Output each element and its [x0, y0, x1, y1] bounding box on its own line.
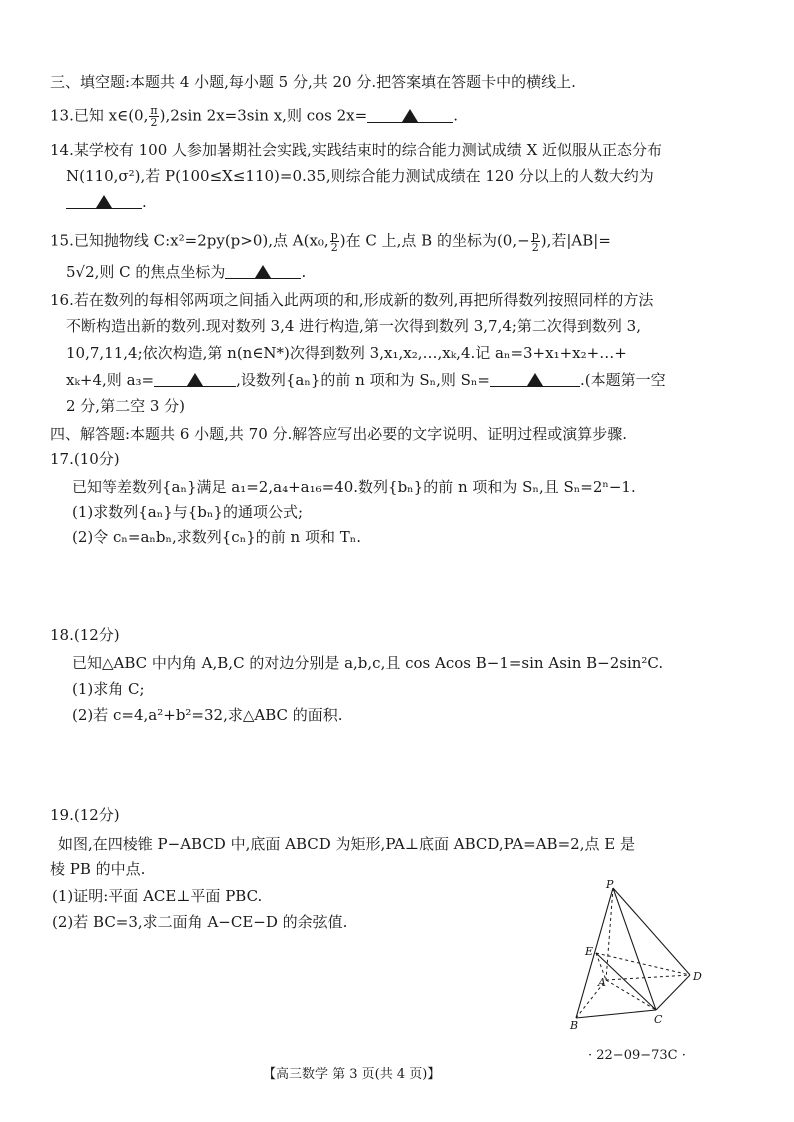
q15-frac-den-b: 2	[531, 241, 539, 254]
edge-PC	[613, 888, 656, 1010]
edge-BC	[576, 1010, 656, 1018]
triangle-marker-icon	[402, 109, 418, 122]
triangle-marker-icon	[527, 373, 543, 386]
question-14-line3	[66, 192, 147, 212]
q13-text-a: 已知 x∈(0,	[73, 106, 149, 125]
q13-frac-num: π	[150, 104, 158, 117]
label-A: A	[598, 976, 606, 989]
question-17-number: 17.(10分)	[50, 450, 120, 468]
q14-line1: 某学校有 100 人参加暑期社会实践,实践结束时的综合能力测试成绩 X 近似服从正态分布	[73, 141, 663, 159]
question-17-line1: 已知等差数列{aₙ}满足 a₁=2,a₄+a₁₆=40.数列{bₙ}的前 n 项和为 Sₙ,且 Sₙ=2ⁿ−1.	[72, 478, 636, 496]
question-19-line1: 如图,在四棱锥 P−ABCD 中,底面 ABCD 为矩形,PA⊥底面 ABCD,PA=AB=2,点 E 是	[58, 835, 635, 853]
q16-line4-c: .(本题第一空	[580, 371, 666, 389]
question-17-part1: (1)求数列{aₙ}与{bₙ}的通项公式;	[72, 503, 303, 521]
q15-text-c: ),若|AB|=	[540, 231, 611, 250]
label-D: D	[693, 970, 702, 983]
section3-header: 三、填空题:本题共 4 小题,每小题 5 分,共 20 分.把答案填在答题卡中的横线上.	[50, 73, 576, 91]
question-14-line2: N(110,σ²),若 P(100≤X≤110)=0.35,则综合能力测试成绩在 120 分以上的人数大约为	[66, 167, 654, 185]
edge-PD	[613, 888, 690, 975]
label-P: P	[606, 880, 614, 891]
pyramid-figure	[566, 880, 716, 1030]
q16-number: 16.	[50, 291, 74, 309]
q15-number: 15.	[50, 231, 74, 250]
q13-frac-den: 2	[150, 116, 158, 129]
q16-line1: 若在数列的每相邻两项之间插入此两项的和,形成新的数列,再把所得数列按照同样的方法	[73, 291, 654, 309]
question-13	[50, 105, 458, 128]
q14-answer-blank[interactable]	[66, 192, 142, 209]
q13-text-b: ),2sin 2x=3sin x,则 cos 2x=	[159, 106, 368, 125]
footer-page-info: 【高三数学 第 3 页(共 4 页)】	[263, 1067, 441, 1082]
triangle-marker-icon	[255, 265, 271, 278]
q15-line2-text: 5√2,则 C 的焦点坐标为	[66, 263, 226, 281]
q15-text-a: 已知抛物线 C:x²=2py(p>0),点 A(x₀,	[73, 231, 329, 250]
question-15-line1	[50, 230, 611, 253]
edge-PB	[576, 888, 613, 1018]
q13-number: 13.	[50, 106, 74, 125]
q14-end: .	[142, 193, 147, 211]
question-16-line3: 10,7,11,4;依次构造,第 n(n∈N*)次得到数列 3,x₁,x₂,…,xₖ,4.记 aₙ=3+x₁+x₂+…+	[66, 344, 627, 362]
question-19-line2: 棱 PB 的中点.	[50, 860, 146, 878]
q15-end: .	[301, 263, 307, 281]
question-15-line2	[66, 262, 306, 282]
question-18-number: 18.(12分)	[50, 626, 120, 644]
section4-header: 四、解答题:本题共 6 小题,共 70 分.解答应写出必要的文字说明、证明过程或演算步骤.	[50, 425, 628, 443]
q16-line4-a: xₖ+4,则 a₃=	[66, 371, 155, 389]
edge-CD	[656, 975, 690, 1010]
label-E: E	[585, 945, 594, 958]
question-16-line1	[50, 290, 653, 310]
question-19-number: 19.(12分)	[50, 806, 120, 824]
q15-frac-num-b: p	[531, 229, 539, 242]
edge-AD-hidden	[606, 975, 690, 980]
q13-answer-blank[interactable]	[367, 106, 453, 123]
label-B: B	[570, 1019, 579, 1030]
question-19-part2: (2)若 BC=3,求二面角 A−CE−D 的余弦值.	[52, 913, 348, 931]
q15-frac-num-a: p	[330, 229, 338, 242]
q16-answer-blank-2[interactable]	[490, 370, 580, 387]
triangle-marker-icon	[96, 195, 112, 208]
question-18-part2: (2)若 c=4,a²+b²=32,求△ABC 的面积.	[72, 706, 343, 724]
q15-answer-blank[interactable]	[225, 262, 301, 279]
question-14-line1	[50, 140, 662, 160]
question-16-line4	[66, 370, 666, 390]
triangle-marker-icon	[187, 373, 203, 386]
question-18-line1: 已知△ABC 中内角 A,B,C 的对边分别是 a,b,c,且 cos Acos B−1=sin Asin B−2sin²C.	[72, 654, 664, 672]
q15-frac-den-a: 2	[330, 241, 338, 254]
q16-line4-b: ,设数列{aₙ}的前 n 项和为 Sₙ,则 Sₙ=	[236, 371, 490, 389]
question-16-line2: 不断构造出新的数列.现对数列 3,4 进行构造,第一次得到数列 3,7,4;第二次得到数列 3,	[66, 317, 641, 335]
question-17-part2: (2)令 cₙ=aₙbₙ,求数列{cₙ}的前 n 项和 Tₙ.	[72, 528, 361, 546]
footer-code: · 22−09−73C ·	[588, 1048, 686, 1063]
q16-answer-blank-1[interactable]	[154, 370, 236, 387]
q15-fraction-b	[531, 230, 540, 253]
question-18-part1: (1)求角 C;	[72, 680, 145, 698]
question-16-line5: 2 分,第二空 3 分)	[66, 397, 186, 415]
edge-AC-hidden	[606, 980, 656, 1010]
q13-end: .	[453, 106, 458, 125]
label-C: C	[654, 1013, 663, 1026]
q14-number: 14.	[50, 141, 74, 159]
q15-fraction-a	[330, 230, 339, 253]
q15-text-b: )在 C 上,点 B 的坐标为(0,−	[339, 231, 530, 250]
q13-fraction	[149, 105, 158, 128]
question-19-part1: (1)证明:平面 ACE⊥平面 PBC.	[52, 887, 263, 905]
